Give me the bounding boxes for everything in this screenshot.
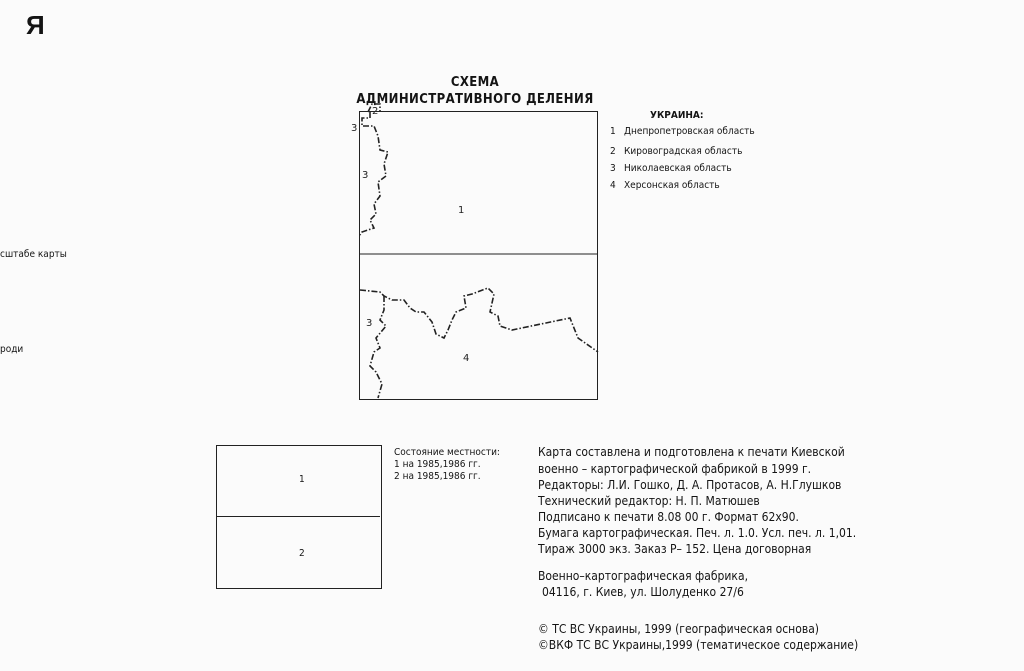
left-edge-text-2: роди xyxy=(0,344,24,355)
corner-mark: Я xyxy=(26,10,45,40)
legend-heading: УКРАИНА: xyxy=(650,110,704,121)
sheet-index-label-2: 2 xyxy=(299,548,305,559)
map-label-4: 4 xyxy=(463,353,470,364)
sheet-index-box xyxy=(216,445,382,589)
factory-name: Военно–картографическая фабрика, xyxy=(538,569,748,583)
map-label-1: 1 xyxy=(458,205,465,216)
copyright-2: ©ВКФ ТС ВС Украины,1999 (тематическое содержание) xyxy=(538,638,859,652)
credits-line: Подписано к печати 8.08 00 г. Формат 62х90. xyxy=(538,510,799,524)
copyright-1: © ТС ВС Украины, 1999 (географическая основа) xyxy=(538,622,820,636)
map-label-3b: 3 xyxy=(362,170,369,181)
credits-line: Технический редактор: Н. П. Матюшев xyxy=(538,494,760,508)
credits-line: Редакторы: Л.И. Гошко, Д. А. Протасов, А. Н.Глушков xyxy=(538,478,842,492)
credits-line: Тираж 3000 экз. Заказ Р– 152. Цена договорная xyxy=(538,542,812,556)
credits-line: военно – картографической фабрикой в 1999 г. xyxy=(538,462,812,476)
legend-item: 3 Николаевская область xyxy=(610,163,732,174)
terrain-state-heading: Состояние местности: xyxy=(394,447,500,458)
scheme-title-line2: АДМИНИСТРАТИВНОГО ДЕЛЕНИЯ xyxy=(356,92,594,107)
left-edge-text-1: сштабе карты xyxy=(0,249,67,260)
sheet-index-label-1: 1 xyxy=(299,474,305,485)
legend-item: 2 Кировоградская область xyxy=(610,146,743,157)
terrain-state-row: 2 на 1985,1986 гг. xyxy=(394,471,481,482)
map-label-3c: 3 xyxy=(366,318,373,329)
legend-item: 1 Днепропетровская область xyxy=(610,126,755,137)
map-label-3a: 3 xyxy=(351,123,358,134)
map-label-2: 2 xyxy=(372,106,379,117)
legend-item: 4 Херсонская область xyxy=(610,180,720,191)
factory-address: 04116, г. Киев, ул. Шолуденко 27/6 xyxy=(542,585,744,599)
scheme-title-line1: СХЕМА xyxy=(450,75,500,90)
credits-line: Карта составлена и подготовлена к печати Киевской xyxy=(538,445,845,459)
credits-line: Бумага картографическая. Печ. л. 1.0. Усл. печ. л. 1,01. xyxy=(538,526,857,540)
sheet-index-divider xyxy=(216,516,380,517)
terrain-state-row: 1 на 1985,1986 гг. xyxy=(394,459,481,470)
